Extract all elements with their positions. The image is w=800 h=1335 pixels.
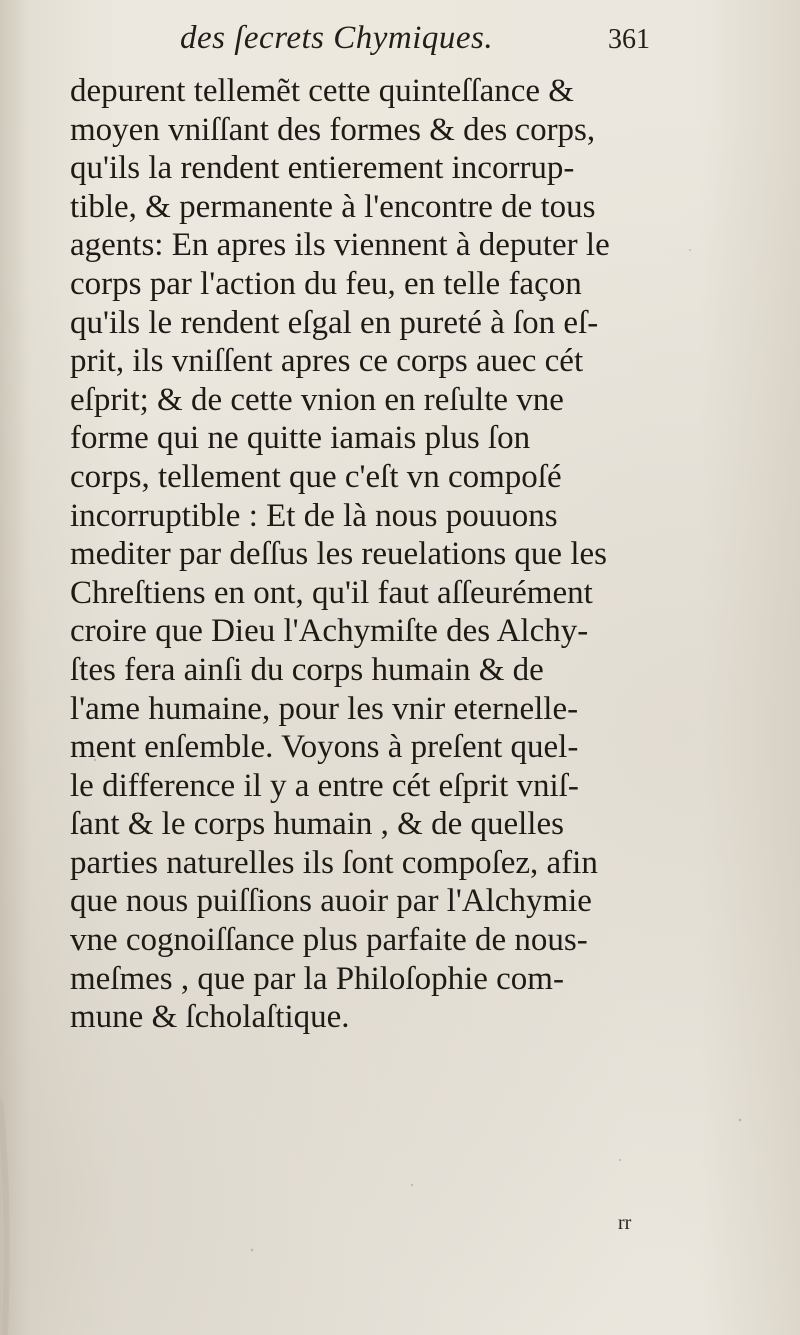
text-line: vne cognoiſſance plus parfaite de nous- (70, 922, 588, 959)
running-title: des ſecrets Chymiques. (180, 20, 494, 56)
text-line: meſmes , que par la Philoſophie com- (70, 960, 564, 997)
text-line: corps, tellement que c'eſt vn compoſé (70, 458, 562, 495)
text-line: agents: En apres ils viennent à deputer le (70, 227, 610, 264)
text-line: ſant & le corps humain , & de quelles (70, 806, 564, 843)
text-line: corps par l'action du feu, en telle façon (70, 265, 582, 302)
text-line: depurent tellemẽt cette quinteſſance & (70, 73, 574, 109)
catchword: rr (618, 1212, 632, 1234)
text-line: que nous puiſſions auoir par l'Alchymie (70, 883, 592, 920)
text-line: croire que Dieu l'Achymiſte des Alchy- (70, 613, 589, 650)
text-line: ſtes fera ainſi du corps humain & de (70, 651, 544, 688)
text-line: ment enſemble. Voyons à preſent quel- (70, 729, 579, 766)
text-line: parties naturelles ils ſont compoſez, afin (70, 844, 598, 881)
text-line: incorruptible : Et de là nous pouuons (70, 497, 558, 534)
text-line: prit, ils vniſſent apres ce corps auec cét (70, 343, 584, 380)
text-line: eſprit; & de cette vnion en reſulte vne (70, 381, 564, 418)
text-line: l'ame humaine, pour les vnir eternelle- (70, 690, 579, 727)
text-line: forme qui ne quitte iamais plus ſon (70, 420, 531, 457)
text-line: tible, & permanente à l'encontre de tous (70, 188, 596, 225)
text-line: mediter par deſſus les reuelations que les (70, 536, 607, 573)
text-line: moyen vniſſant des formes & des corps, (70, 111, 596, 148)
text-line: qu'ils le rendent eſgal en pureté à ſon eſ- (70, 304, 599, 341)
text-line: le difference il y a entre cét eſprit vniſ- (70, 767, 579, 804)
text-line: qu'ils la rendent entierement incorrup- (70, 150, 575, 187)
text-line: mune & ſcholaſtique. (70, 999, 350, 1036)
page-number: 361 (608, 24, 650, 55)
page-header (180, 14, 650, 64)
body-text (70, 72, 710, 1037)
text-line: Chreſtiens en ont, qu'il faut aſſeurément (70, 574, 593, 611)
